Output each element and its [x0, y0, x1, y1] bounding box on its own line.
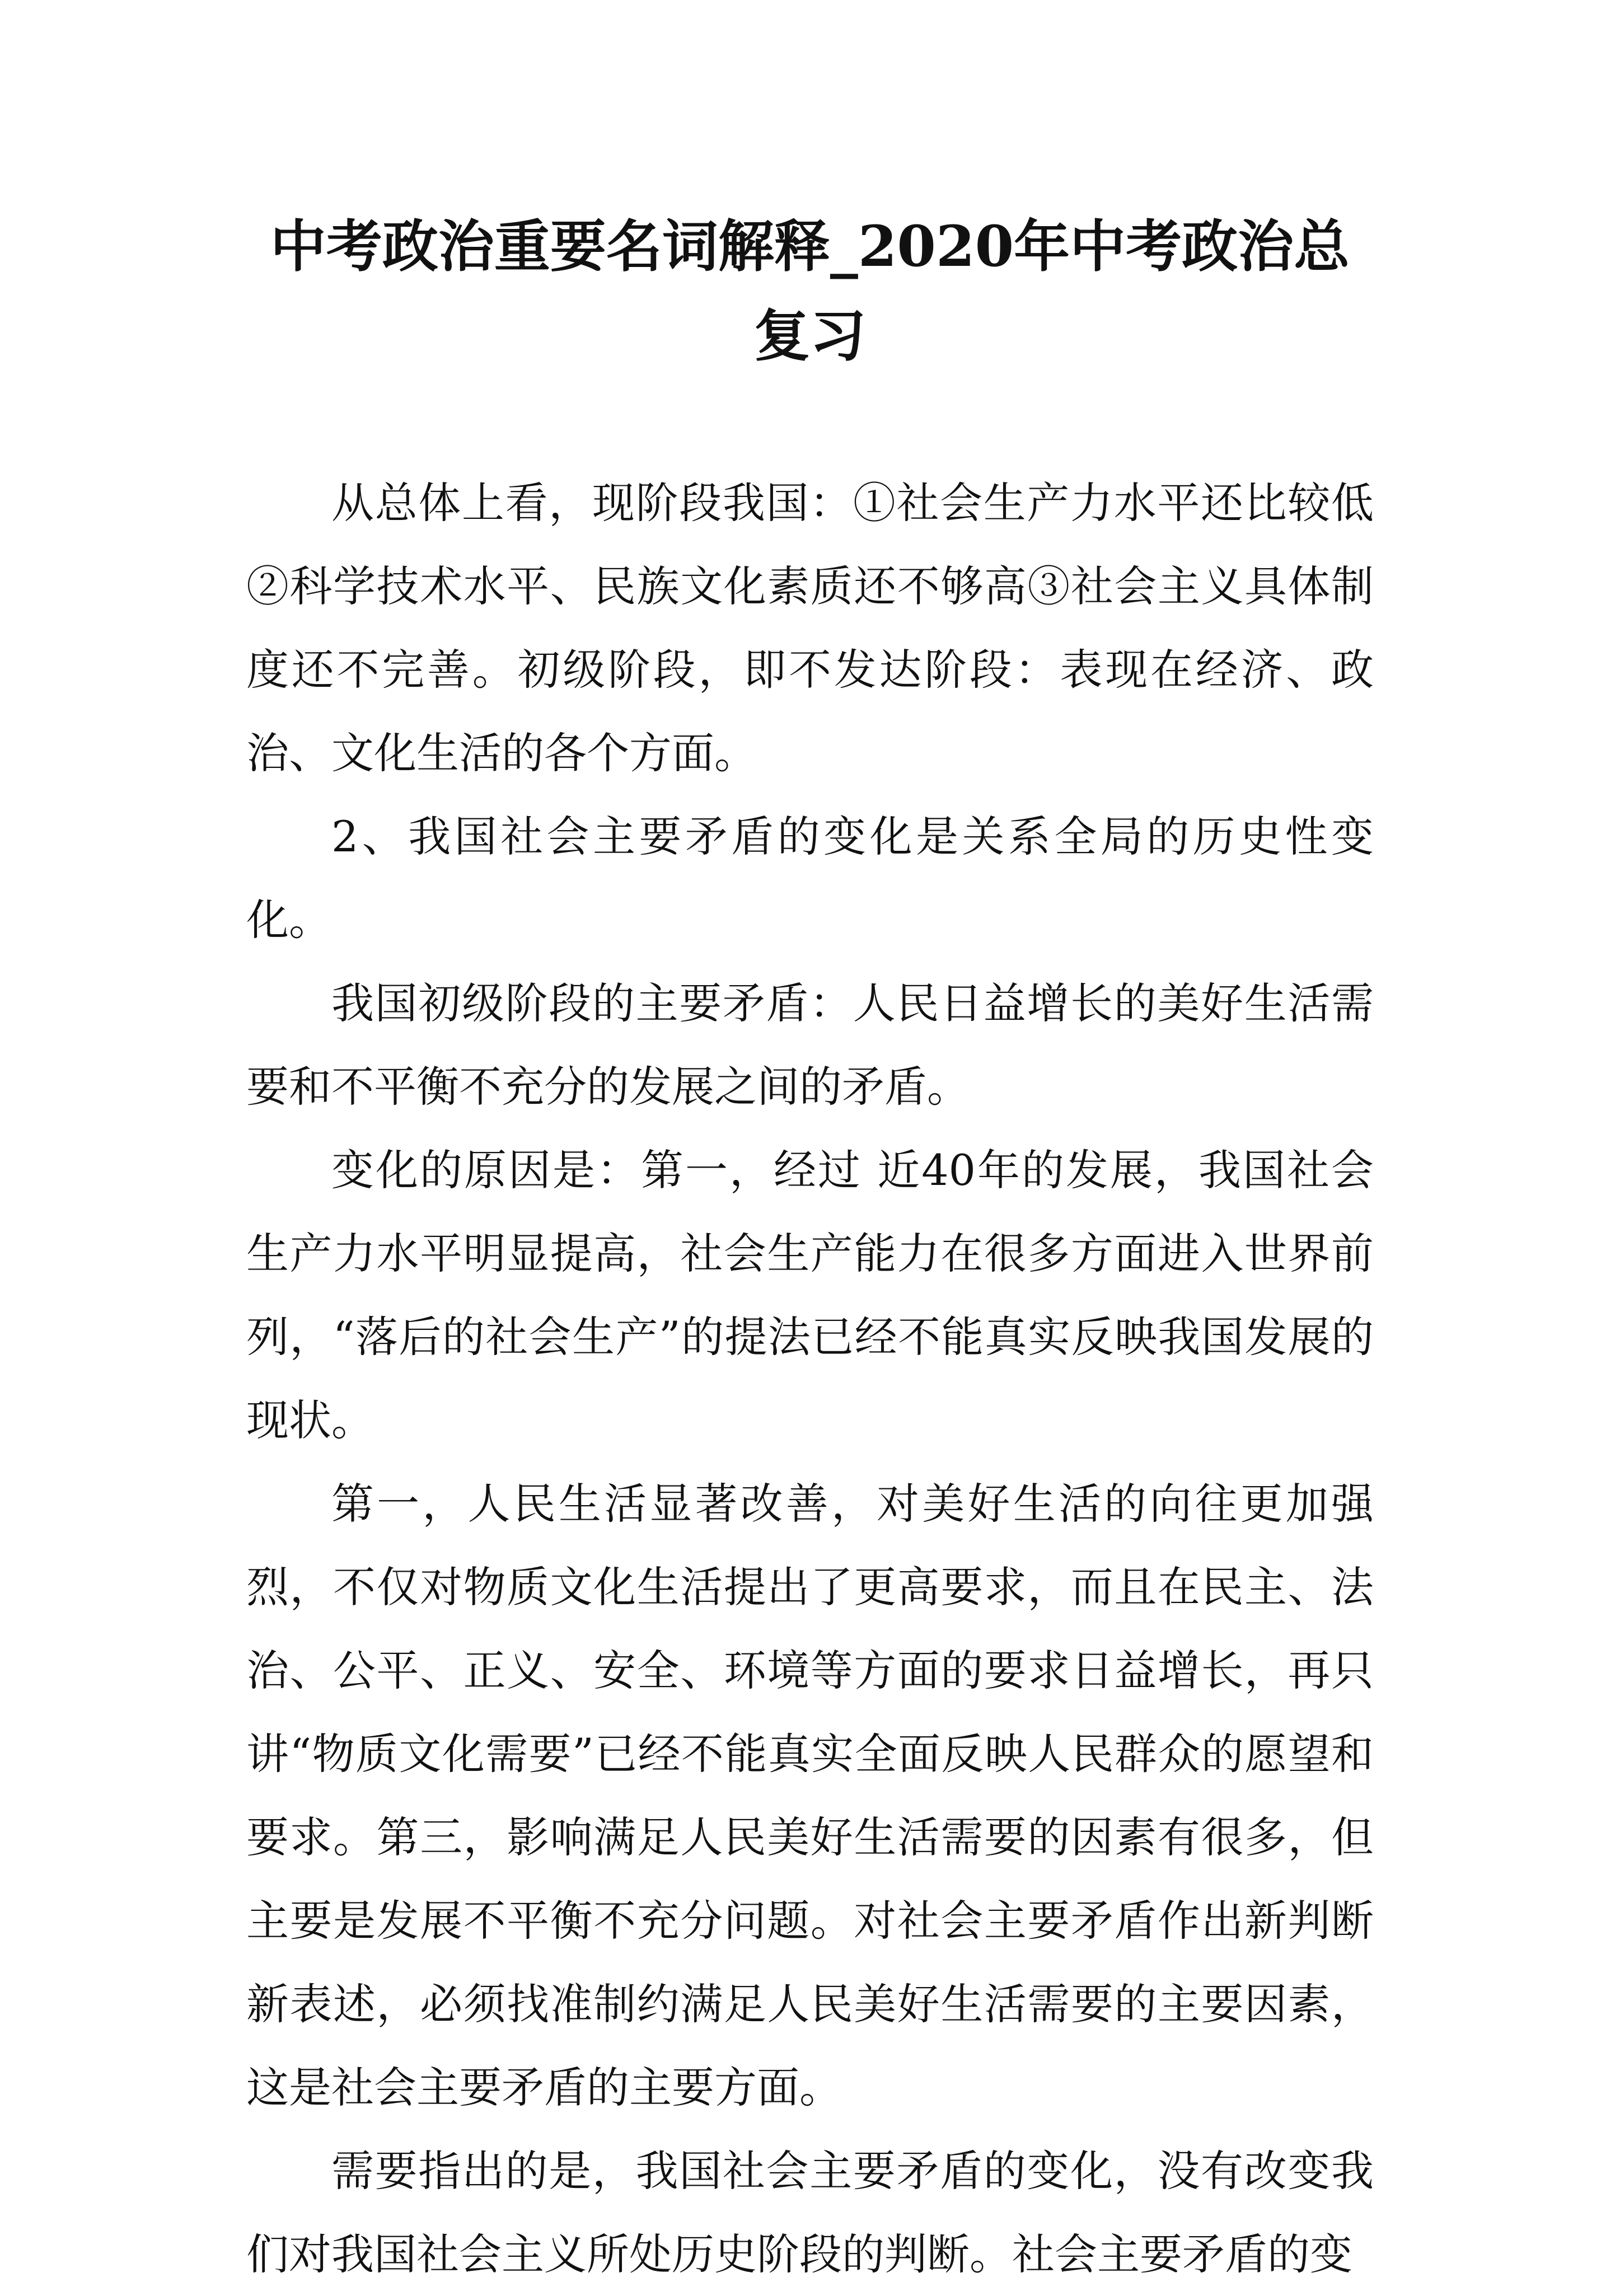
- paragraph-principal-contradiction: 我国初级阶段的主要矛盾：人民日益增长的美好生活需要和不平衡不充分的发展之间的矛盾。: [246, 978, 1374, 1112]
- paragraph-reason-first: 变化的原因是：第一，经过 近40年的发展，我国社会生产力水平明显提高，社会生产能力在很多方面进入世界前列，“落后的社会生产”的提法已经不能真实反映我国发展的现状。: [246, 1145, 1374, 1445]
- document-title: 中考政治重要名词解释_2020年中考政治总复习: [270, 213, 1350, 369]
- document-body: [246, 461, 1374, 2296]
- paragraph-overview: 从总体上看，现阶段我国：①社会生产力水平还比较低②科学技术水平、民族文化素质还不够高③社会主义具体制度还不完善。初级阶段，即不发达阶段：表现在经济、政治、文化生活的各个方面。: [246, 478, 1374, 778]
- paragraph-principal-contradiction-change: 2、我国社会主要矛盾的变化是关系全局的历史性变化。: [246, 812, 1374, 945]
- paragraph-reason-second-third: 第一，人民生活显著改善，对美好生活的向往更加强烈，不仅对物质文化生活提出了更高要求，而且在民主、法治、公平、正义、安全、环境等方面的要求日益增长，再只讲“物质文化需要”已经不能真实全面反映人民群众的愿望和要求。第三，影响满足人民美好生活需要的因素有很多，但主要是发展不平衡不充分问题。对社会主要矛盾作出新判断新表述，必须找准制约满足人民美好生活需要的主要因素，这是社会主要矛盾的主要方面。: [246, 1479, 1374, 2112]
- paragraph-note: 需要指出的是，我国社会主要矛盾的变化，没有改变我们对我国社会主义所处历史阶段的判断。社会主要矛盾的变: [246, 2146, 1374, 2279]
